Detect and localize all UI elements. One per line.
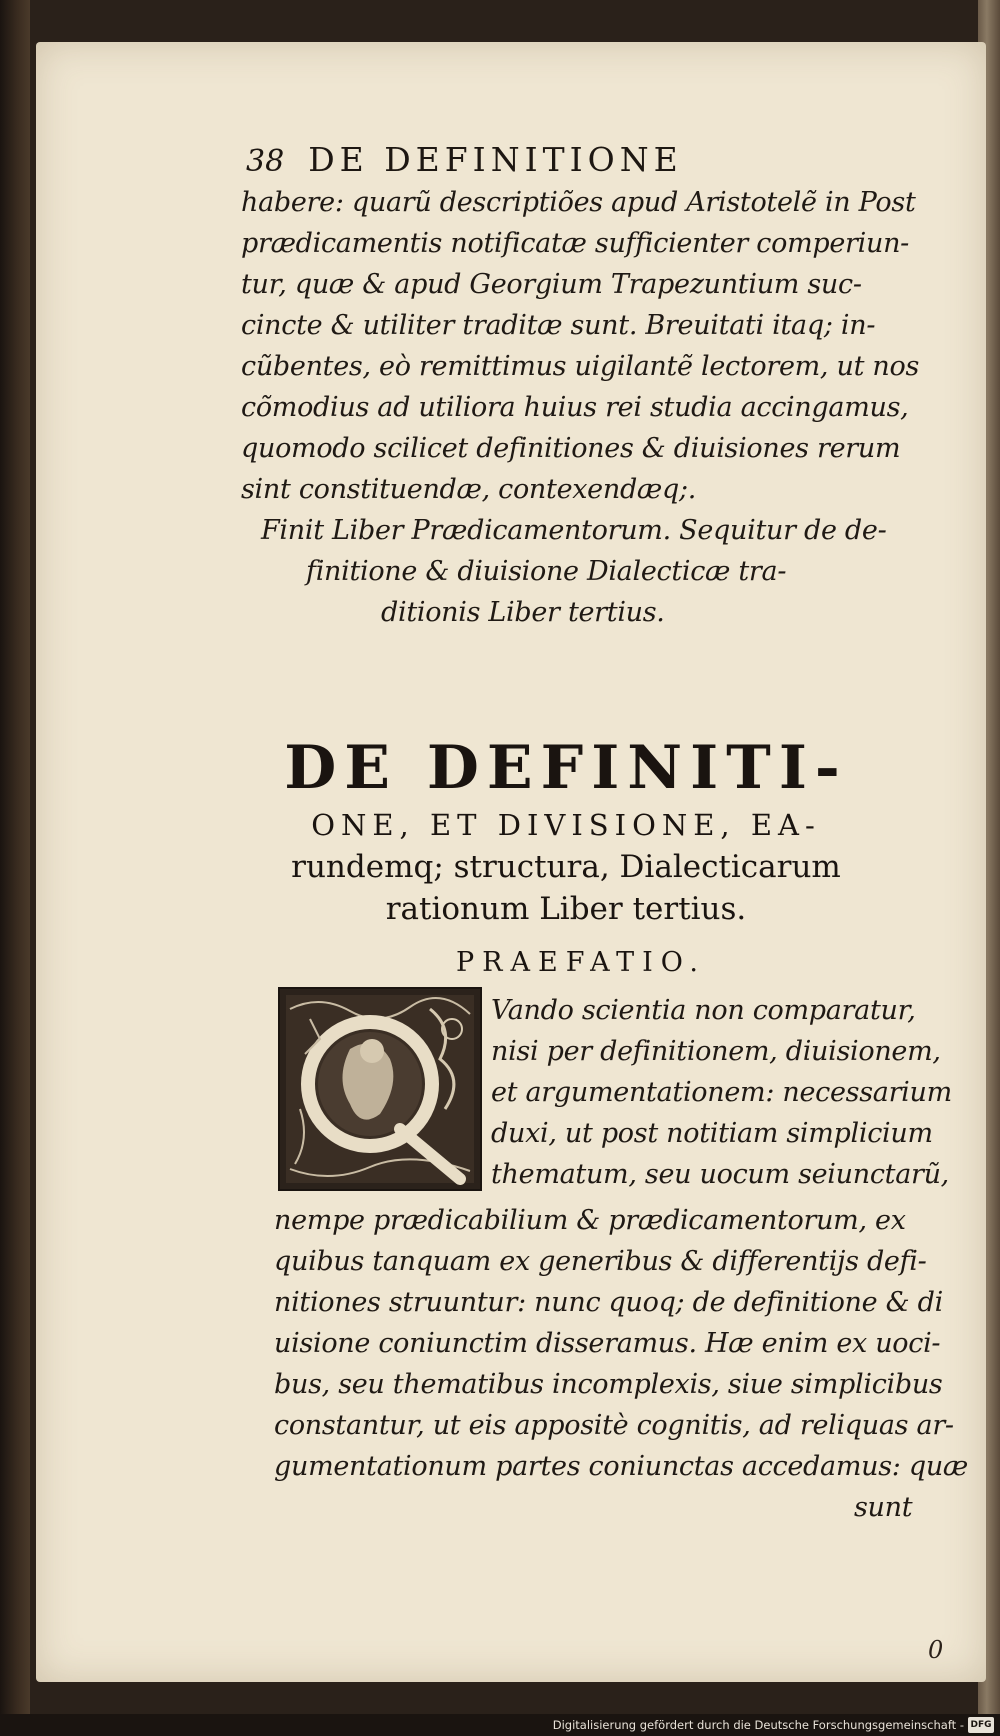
text-line: habere: quarũ descriptiões apud Aristotelẽ in Post	[241, 187, 916, 218]
book-title-line: DE DEFINITI-	[284, 733, 848, 803]
text-line: et argumentationem: necessarium	[491, 1077, 952, 1108]
text-line: constantur, ut eis appositè cognitis, ad reliquas ar-	[274, 1410, 954, 1441]
preface-continued	[274, 1200, 969, 1487]
text-line: nempe prædicabilium & prædicamentorum, ex	[274, 1205, 906, 1236]
text-line: cũbentes, eò remittimus uigilantẽ lectorem, ut nos	[241, 351, 920, 382]
text-line: uisione coniunctim disseramus. Hæ enim ex uoci-	[274, 1328, 941, 1359]
running-title: DE DEFINITIONE	[308, 140, 683, 179]
book-page	[36, 42, 986, 1682]
catchword: sunt	[854, 1492, 913, 1523]
book-title-line: ONE, ET DIVISIONE, EA-	[311, 808, 821, 842]
text-line: thematum, seu uocum seiunctarũ,	[491, 1159, 949, 1190]
book-title-line: rationum Liber tertius.	[385, 891, 747, 927]
dfg-logo: DFG	[968, 1717, 994, 1733]
text-line: bus, seu thematibus incomplexis, siue simplicibus	[274, 1369, 943, 1400]
text-line: cõmodius ad utiliora huius rei studia accingamus,	[241, 392, 909, 423]
colophon-line: finitione & diuisione Dialecticæ tra-	[306, 556, 787, 587]
text-line: tur, quæ & apud Georgium Trapezuntium suc-	[241, 269, 862, 300]
text-line: quomodo scilicet definitiones & diuisiones rerum	[241, 433, 901, 464]
text-line: Vando scientia non comparatur,	[491, 995, 916, 1026]
scan-edge-left	[0, 0, 30, 1736]
text-line: nisi per definitionem, diuisionem,	[491, 1036, 941, 1067]
digitization-credit: Digitalisierung gefördert durch die Deutsche Forschungsgemeinschaft -	[0, 1714, 1000, 1736]
colophon-line: Finit Liber Prædicamentorum. Sequitur de de-	[261, 515, 887, 546]
section-heading: PRAEFATIO.	[456, 947, 706, 978]
colophon-line: ditionis Liber tertius.	[381, 597, 665, 628]
page-mark: 0	[928, 1636, 944, 1664]
text-line: quibus tanquam ex generibus & differentijs defi-	[274, 1246, 927, 1277]
woodcut-initial-q-icon	[280, 989, 480, 1189]
decorated-initial	[278, 987, 482, 1191]
running-head	[246, 140, 866, 179]
preface-beside-initial	[491, 990, 952, 1195]
opening-paragraph	[241, 182, 931, 633]
text-line: sint constituendæ, contexendæq;.	[241, 474, 697, 505]
page-number: 38	[246, 144, 285, 179]
text-line: cincte & utiliter traditæ sunt. Breuitati itaq; in-	[241, 310, 876, 341]
text-line: prædicamentis notificatæ sufficienter comperiun-	[241, 228, 909, 259]
text-line: duxi, ut post notitiam simplicium	[491, 1118, 933, 1149]
book-title	[236, 732, 896, 930]
text-line: nitiones struuntur: nunc quoq; de definitione & di	[274, 1287, 943, 1318]
book-title-line: rundemq; structura, Dialecticarum	[291, 849, 841, 885]
text-line: gumentationum partes coniunctas accedamus: quæ	[274, 1451, 969, 1482]
